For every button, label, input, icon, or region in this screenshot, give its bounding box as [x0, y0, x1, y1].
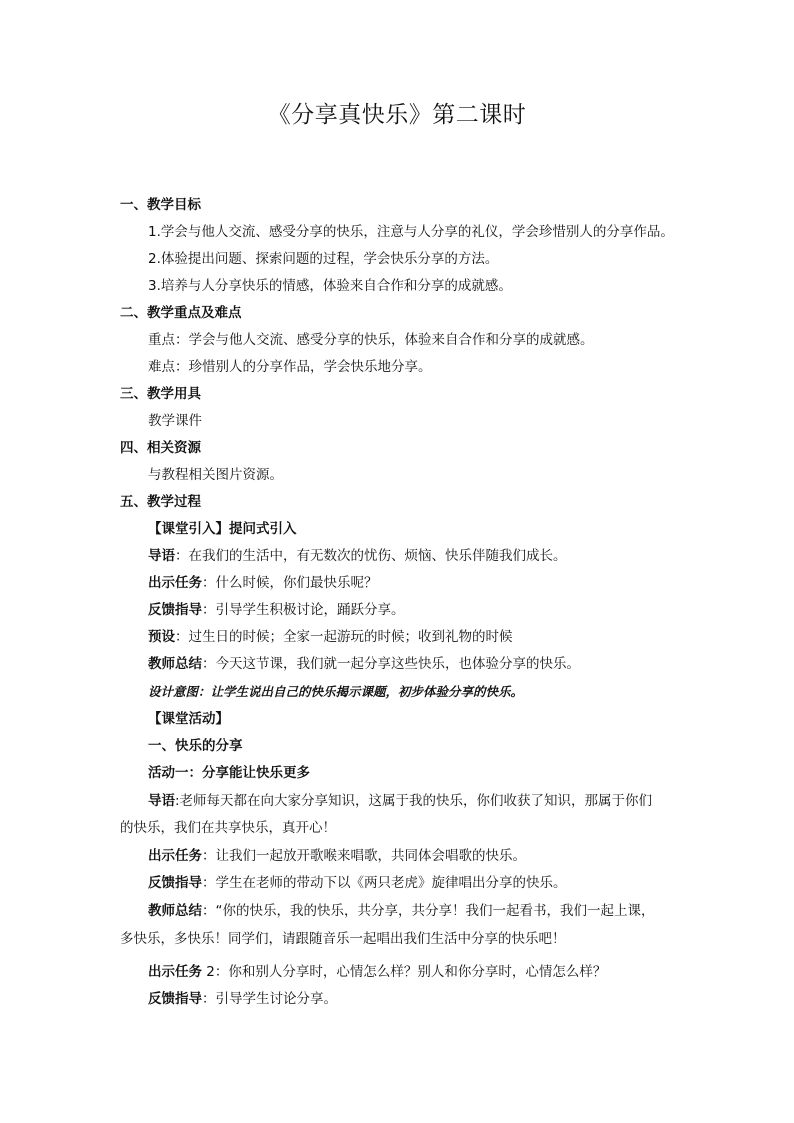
activity1-guide-text-line2: 的快乐，我们在共享快乐，真开心！	[120, 820, 336, 836]
activity1-task	[148, 847, 526, 865]
intro-summary-text: ：今天这节课，我们就一起分享这些快乐，也体验分享的快乐。	[202, 656, 580, 672]
intro-heading: 【课堂引入】提问式引入	[148, 521, 297, 537]
section-heading-objectives: 一、教学目标	[120, 197, 201, 213]
activity1-task-text: ：让我们一起放开歌喉来唱歌，共同体会唱歌的快乐。	[202, 848, 526, 864]
intro-guide-text: ：在我们的生活中，有无数次的忧伤、烦恼、快乐伴随我们成长。	[175, 548, 567, 564]
tools-text: 教学课件	[148, 413, 202, 429]
activity-heading: 【课堂活动】	[148, 711, 229, 727]
activity1-feedback2	[148, 990, 337, 1008]
intro-preset-text: ：过生日的时候；全家一起游玩的时候；收到礼物的时候	[175, 629, 513, 645]
intro-task-label: 出示任务	[148, 575, 202, 591]
intro-task	[148, 574, 378, 592]
activity1-summary-text-line2: 多快乐，多快乐！同学们，请跟随音乐一起唱出我们生活中分享的快乐吧！	[120, 931, 566, 947]
activity1-task2-label: 出示任务	[148, 964, 202, 980]
intro-preset-label: 预设	[148, 629, 175, 645]
intro-preset	[148, 628, 513, 646]
resources-text: 与教程相关图片资源。	[148, 467, 283, 483]
section-heading-key-points: 二、教学重点及难点	[120, 305, 242, 321]
intro-task-text: ：什么时候，你们最快乐呢？	[202, 575, 378, 591]
activity1-guide-label: 导语	[148, 793, 175, 809]
activity1-summary-label: 教师总结	[148, 903, 202, 919]
intro-summary-label: 教师总结	[148, 656, 202, 672]
activity1-feedback2-label: 反馈指导	[148, 991, 202, 1007]
key-point-text: 重点：学会与他人交流、感受分享的快乐，体验来自合作和分享的成就感。	[148, 332, 594, 348]
activity1-summary-text-line1: ：“你的快乐，我的快乐，共分享，共分享！我们一起看书，我们一起上课，	[202, 903, 655, 919]
intro-guide-label: 导语	[148, 548, 175, 564]
section-heading-tools: 三、教学用具	[120, 386, 201, 402]
activity1-feedback2-text: ：引导学生讨论分享。	[202, 991, 337, 1007]
design-intent-note: 设计意图：让学生说出自己的快乐揭示课题，初步体验分享的快乐。	[148, 684, 524, 699]
intro-guide	[148, 547, 567, 565]
activity1-task2	[148, 963, 606, 981]
difficult-point-text: 难点：珍惜别人的分享作品，学会快乐地分享。	[148, 359, 432, 375]
section-heading-process: 五、教学过程	[120, 494, 201, 510]
activity1-guide-text-line1: :老师每天都在向大家分享知识，这属于我的快乐，你们收获了知识，那属于你们	[175, 793, 653, 809]
activity1-feedback-label: 反馈指导	[148, 875, 202, 891]
intro-feedback-text: ：引导学生积极讨论，踊跃分享。	[202, 602, 405, 618]
objective-item-2: 2.体验提出问题、探索问题的过程，学会快乐分享的方法。	[148, 251, 499, 267]
activity1-task-label: 出示任务	[148, 848, 202, 864]
objective-item-1: 1.学会与他人交流、感受分享的快乐，注意与人分享的礼仪，学会珍惜别人的分享作品。	[148, 224, 674, 240]
activity1-feedback	[148, 874, 567, 892]
activity1-guide	[148, 792, 652, 810]
activity1-task2-text: 2：你和别人分享时，心情怎么样？别人和你分享时，心情怎么样？	[202, 964, 607, 980]
activity1-heading: 活动一：分享能让快乐更多	[148, 765, 310, 781]
part1-heading: 一、快乐的分享	[148, 738, 243, 754]
activity1-feedback-text: ：学生在老师的带动下以《两只老虎》旋律唱出分享的快乐。	[202, 875, 567, 891]
intro-feedback-label: 反馈指导	[148, 602, 202, 618]
activity1-summary	[148, 902, 655, 920]
document-title: 《分享真快乐》第二课时	[267, 102, 527, 128]
section-heading-resources: 四、相关资源	[120, 440, 201, 456]
intro-feedback	[148, 601, 405, 619]
intro-summary	[148, 655, 580, 673]
objective-item-3: 3.培养与人分享快乐的情感，体验来自合作和分享的成就感。	[148, 278, 512, 294]
